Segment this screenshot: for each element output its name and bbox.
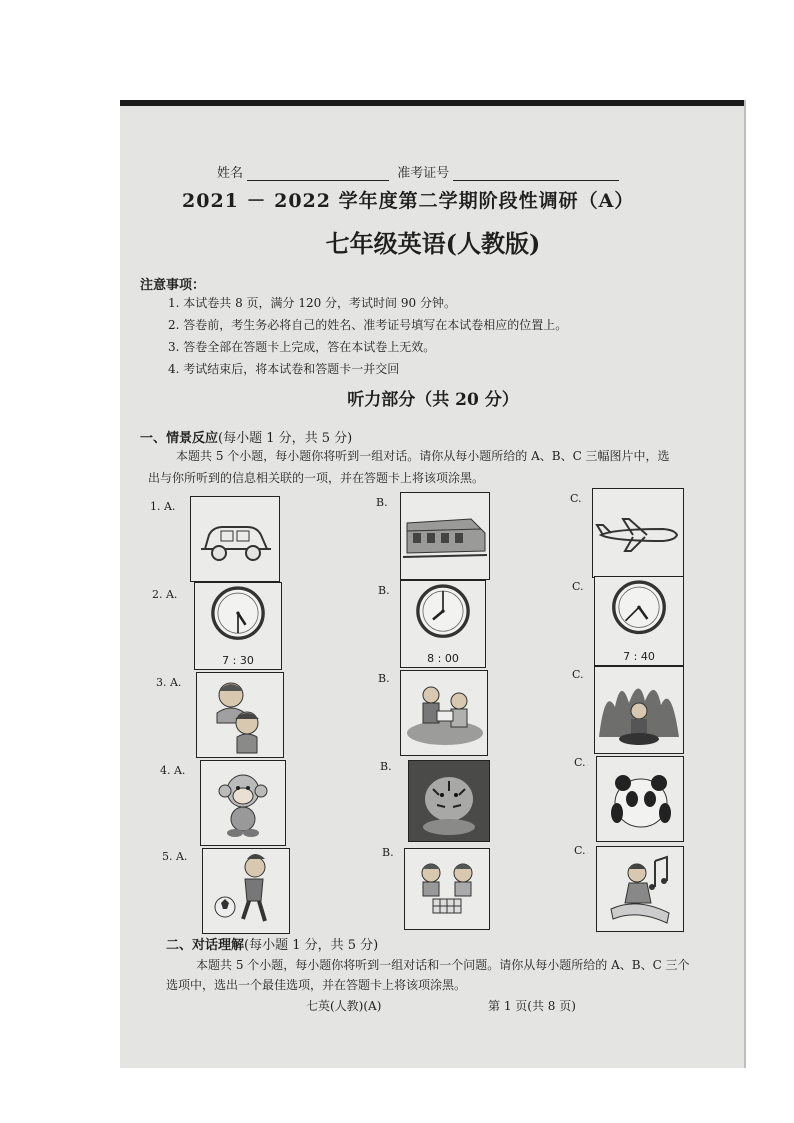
part1-instruction: 出与你所听到的信息相关联的一项，并在答题卡上将该项涂黑。 [148,471,485,485]
note-item: 3. 答卷全部在答题卡上完成，答在本试卷上无效。 [168,340,436,354]
airplane-picture [592,488,684,578]
q4-option-c-label: C. [574,756,586,769]
part1-score: (每小题 1 分，共 5 分) [218,431,353,446]
id-label: 准考证号 [397,166,450,181]
q5-option-b-label: B. [382,846,394,859]
music-girl-picture [596,846,684,932]
q4-option-a-label: 4. A. [160,764,186,777]
clock-picture-740 [594,576,684,666]
train-picture [400,492,490,580]
name-blank [247,168,389,181]
girls-picture [196,672,284,758]
soccer-boy-picture [202,848,290,934]
car-picture [190,496,280,582]
q5-option-a-label: 5. A. [162,850,188,863]
q2-option-a-label: 2. A. [152,588,178,601]
tiger-picture [408,760,490,842]
note-item: 2. 答卷前，考生务必将自己的姓名、准考证号填写在本试卷相应的位置上。 [168,318,568,332]
chess-kids-picture [404,848,490,930]
part1-title: 一、情景反应 [140,431,219,446]
q5-option-c-label: C. [574,844,586,857]
scanned-page [120,100,746,1068]
q1-option-b-label: B. [376,496,388,509]
q2-option-c-label: C. [572,580,584,593]
candidate-info-row [217,162,619,181]
girl-in-garden-picture [594,666,684,754]
scan-top-edge [120,100,746,106]
q3-option-c-label: C. [572,668,584,681]
panda-picture [596,756,684,842]
clock-picture-730 [194,582,282,670]
clock-time-label: 7 : 30 [222,654,254,667]
q4-option-b-label: B. [380,760,392,773]
listening-section-title: 听力部分（共 20 分） [347,390,519,410]
part1-instruction: 本题共 5 个小题，每小题你将听到一组对话。请你从每小题所给的 A、B、C 三幅图片中，选 [176,449,670,463]
id-blank [453,168,619,181]
q1-option-c-label: C. [570,492,582,505]
clock-time-label: 7 : 40 [623,650,655,663]
q1-option-a-label: 1. A. [150,500,176,513]
part2-instruction: 本题共 5 个小题，每小题你将听到一组对话和一个问题。请你从每小题所给的 A、B、C 三个 [196,958,690,972]
note-item: 1. 本试卷共 8 页，满分 120 分，考试时间 90 分钟。 [168,296,456,310]
monkey-picture [200,760,286,846]
notes-heading: 注意事项： [140,278,206,293]
kids-reading-picture [400,670,488,756]
part2-heading [166,934,378,953]
note-item: 4. 考试结束后，将本试卷和答题卡一并交回 [168,362,400,376]
part1-heading [140,427,352,446]
exam-title: 2021 － 2022 学年度第二学期阶段性调研（A） [182,190,635,212]
part2-score: (每小题 1 分，共 5 分) [244,938,379,953]
name-label: 姓名 [217,166,244,181]
part2-instruction: 选项中，选出一个最佳选项，并在答题卡上将该项涂黑。 [166,978,467,992]
footer-page-number: 第 1 页(共 8 页) [488,999,576,1013]
clock-picture-800 [400,580,486,668]
part2-title: 二、对话理解 [166,938,245,953]
q3-option-a-label: 3. A. [156,676,182,689]
footer-exam-code: 七英(人教)(A) [306,999,382,1013]
q3-option-b-label: B. [378,672,390,685]
exam-subtitle: 七年级英语(人教版) [325,229,541,258]
q2-option-b-label: B. [378,584,390,597]
clock-time-label: 8 : 00 [427,652,459,665]
